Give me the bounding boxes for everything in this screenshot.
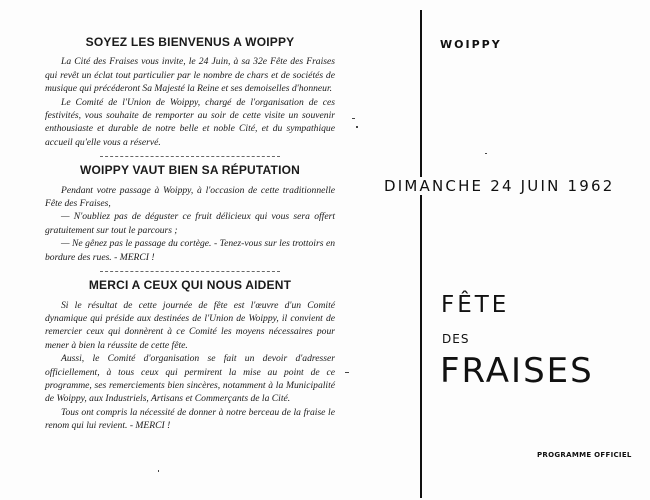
print-speck — [352, 118, 355, 119]
thanks-heading: MERCI A CEUX QUI NOUS AIDENT — [88, 278, 292, 293]
welcome-paragraph-2: Le Comité de l'Union de Woippy, chargé de l'organisation de ces festivités, vous souhaite de remporter au soir de cette visite un souvenir enthousiaste et durable de notre belle et noble Cité, et du sympathique accueil qu'elle vous a réservé. — [45, 96, 335, 148]
town-name: WOIPPY — [440, 38, 502, 51]
left-panel — [45, 36, 335, 433]
thanks-section — [45, 279, 335, 432]
print-speck — [356, 126, 358, 128]
reputation-paragraph-2: — N'oubliez pas de déguster ce fruit délicieux qui vous sera offert gratuitement sur tout le parcours ; — [45, 211, 335, 236]
reputation-paragraph-3: — Ne gênez pas le passage du cortège. - Tenez-vous sur les trottoirs en bordure des rues. - MERCI ! — [45, 238, 335, 263]
print-speck — [485, 153, 487, 154]
print-speck — [345, 372, 349, 373]
title-des: DES — [442, 332, 470, 346]
section-divider — [100, 156, 280, 157]
reputation-paragraph-1: Pendant votre passage à Woippy, à l'occasion de cette traditionnelle Fête des Fraises, — [45, 184, 335, 210]
title-fete: FÊTE — [441, 292, 510, 318]
thanks-paragraph-2: Aussi, le Comité d'organisation se fait un devoir d'adresser officiellement, à tous ceux qui permirent la mise au point de ce programme, ses remerciements bien sincères, notamment à la Municipalité de Woippy, aux Industriels, Artisans et Commerçants de la Cité. — [45, 353, 335, 405]
thanks-paragraph-3: Tous ont compris la nécessité de donner à notre berceau de la fraise le renom qui lui revient. - MERCI ! — [45, 406, 335, 432]
thanks-paragraph-1: Si le résultat de cette journée de fête est l'œuvre d'un Comité dynamique qui préside aux destinées de l'Union de Woippy, il convient de remercier ceux qui donnèrent à ce Comité les moyens nécessaires pour mener à bien la réussite de cette fête. — [45, 299, 335, 351]
title-fraises: FRAISES — [440, 351, 594, 391]
welcome-paragraph-1: La Cité des Fraises vous invite, le 24 Juin, à sa 32e Fête des Fraises qui revêt un éclat tout particulier par le nombre de chars et de sociétés de musique qui précéderont Sa Majesté la Reine et ses demoiselles d'honneur. — [45, 56, 335, 95]
welcome-heading: SOYEZ LES BIENVENUS A WOIPPY — [85, 35, 295, 49]
fold-line — [420, 10, 422, 498]
event-date: DIMANCHE 24 JUIN 1962 — [384, 177, 615, 195]
welcome-section — [45, 36, 335, 149]
print-speck — [158, 470, 159, 472]
reputation-heading: WOIPPY VAUT BIEN SA RÉPUTATION — [79, 163, 300, 178]
reputation-section — [45, 164, 335, 264]
programme-label: PROGRAMME OFFICIEL — [537, 451, 632, 459]
section-divider — [100, 271, 280, 272]
